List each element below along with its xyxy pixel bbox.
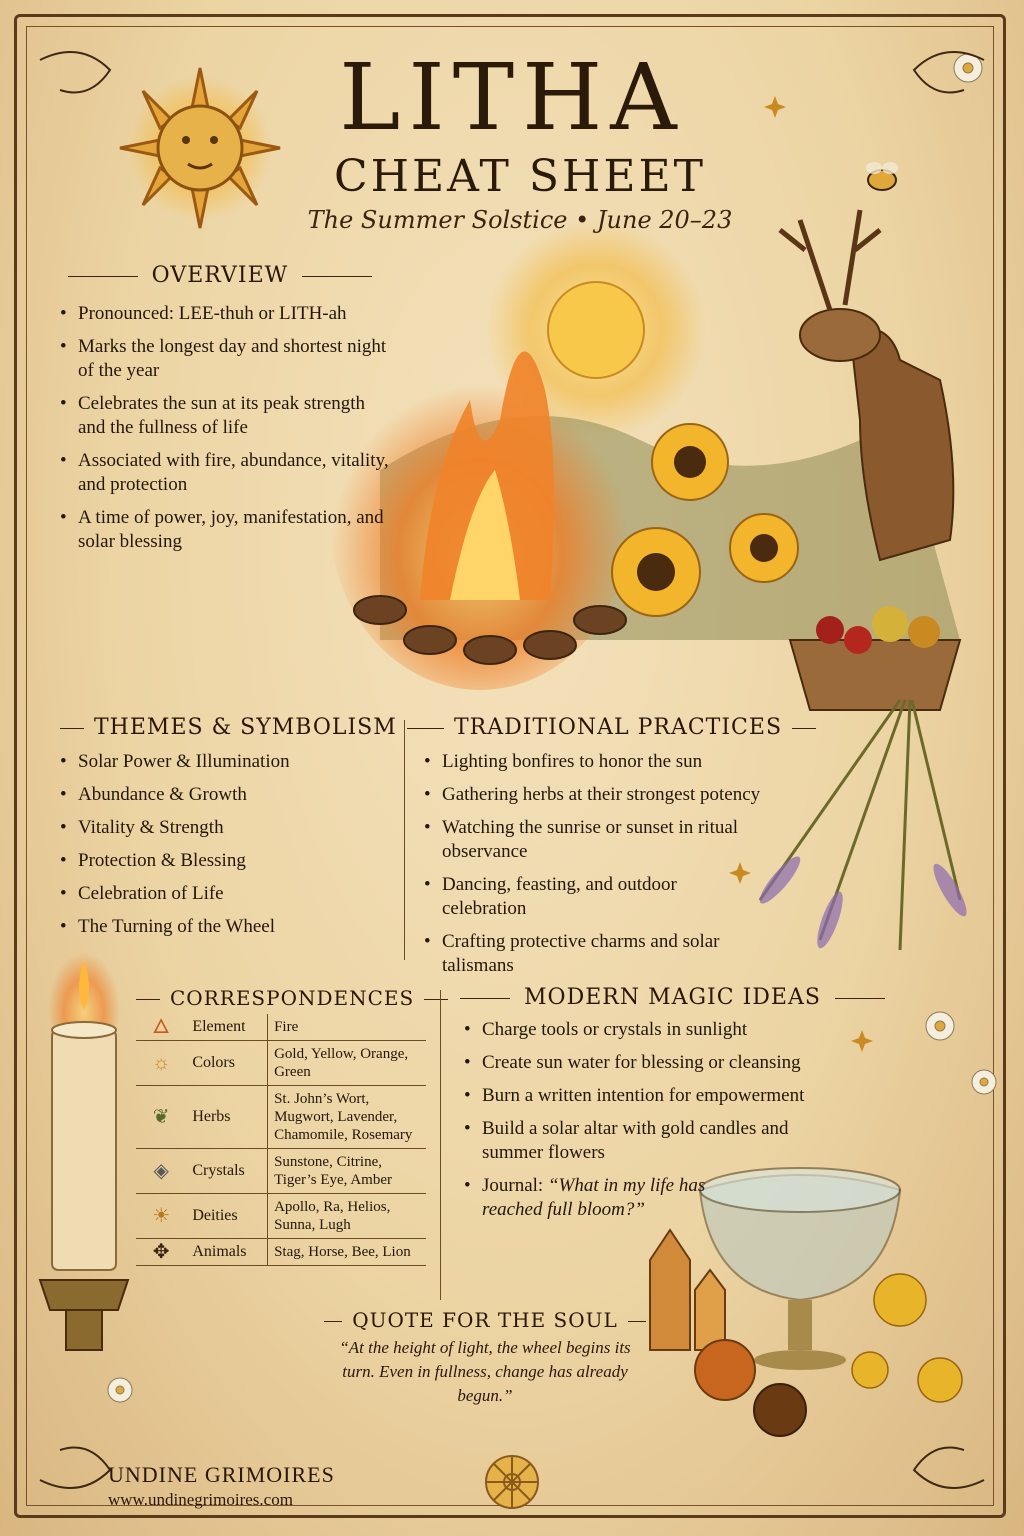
list-item: • Protection & Blessing [60,849,390,873]
table-value: Stag, Horse, Bee, Lion [268,1239,426,1266]
magic-list [464,1018,844,1231]
journal-prompt: “What in my life has reached full bloom?” [482,1175,706,1220]
sun-icon: ☼ [136,1041,186,1086]
table-row [136,1014,426,1041]
list-item: • Build a solar altar with gold candles and summer flowers [464,1117,844,1165]
table-row [136,1239,426,1266]
leaf-icon: ❦ [136,1086,186,1149]
table-row [136,1149,426,1194]
table-row [136,1194,426,1239]
quote-heading: QUOTE FOR THE SOUL [320,1306,650,1334]
table-row [136,1086,426,1149]
table-value: Sunstone, Citrine, Tiger’s Eye, Amber [268,1149,426,1194]
website-link[interactable]: www.undinegrimoires.com [108,1490,293,1509]
column-divider [404,720,405,960]
bee-icon [866,162,898,190]
column-divider [440,990,441,1300]
table-value: Gold, Yellow, Orange, Green [268,1041,426,1086]
table-key: Deities [186,1194,267,1239]
list-item: • A time of power, joy, manifestation, and solar blessing [60,506,390,554]
magic-heading: MODERN MAGIC IDEAS [460,984,870,1012]
correspondences-table [136,1014,426,1266]
list-item: • Celebration of Life [60,882,390,906]
table-row [136,1041,426,1086]
flame-icon: 🜂 [136,1014,186,1041]
brand-name: UNDINE GRIMOIRES [108,1462,335,1487]
list-item: • Marks the longest day and shortest night of the year [60,335,390,383]
table-key: Animals [186,1239,267,1266]
themes-heading: THEMES & SYMBOLISM [60,714,390,742]
correspondences-heading: CORRESPONDENCES [136,984,426,1012]
journal-label: Journal: [482,1175,544,1196]
sun-face-icon: ☀ [136,1194,186,1239]
table-key: Crystals [186,1149,267,1194]
list-item: • Watching the sunrise or sunset in ritual observance [424,816,764,864]
list-item: • Vitality & Strength [60,816,390,840]
list-item: • Abundance & Growth [60,783,390,807]
crystal-icon: ◈ [136,1149,186,1194]
quote-text: “At the height of light, the wheel begins its turn. Even in fullness, change has already begun.” [339,1338,631,1405]
table-value: Fire [268,1014,426,1041]
overview-list [60,302,390,563]
page-subtitle: CHEAT SHEET [334,151,706,202]
paw-icon: ✥ [136,1239,186,1266]
list-item: • Gathering herbs at their strongest potency [424,783,764,807]
page-title: LITHA [339,44,685,151]
practices-heading: TRADITIONAL PRACTICES [420,714,790,742]
list-item: • Associated with fire, abundance, vitality, and protection [60,449,390,497]
list-item: • Solar Power & Illumination [60,750,390,774]
practices-list [424,750,764,987]
overview-heading: OVERVIEW [60,262,380,290]
date-tagline: The Summer Solstice • June 20–23 [307,206,733,234]
list-item: • Celebrates the sun at its peak strength and the fullness of life [60,392,390,440]
table-value: St. John’s Wort, Mugwort, Lavender, Chamomile, Rosemary [268,1086,426,1149]
flower-icon [852,1274,962,1402]
list-item: • The Turning of the Wheel [60,915,390,939]
themes-list [60,750,390,948]
table-key: Herbs [186,1086,267,1149]
list-item: • Create sun water for blessing or cleansing [464,1051,844,1075]
table-key: Element [186,1014,267,1041]
list-item: • Pronounced: LEE-thuh or LITH-ah [60,302,390,326]
journal-item [464,1174,712,1222]
table-key: Colors [186,1041,267,1086]
candle-icon [40,940,128,1350]
list-item: • Lighting bonfires to honor the sun [424,750,764,774]
list-item: • Crafting protective charms and solar talismans [424,930,764,978]
list-item: • Charge tools or crystals in sunlight [464,1018,844,1042]
list-item: • Dancing, feasting, and outdoor celebration [424,873,764,921]
table-value: Apollo, Ra, Helios, Sunna, Lugh [268,1194,426,1239]
wheel-of-year-icon [486,1456,538,1508]
list-item: • Burn a written intention for empowerment [464,1084,844,1108]
